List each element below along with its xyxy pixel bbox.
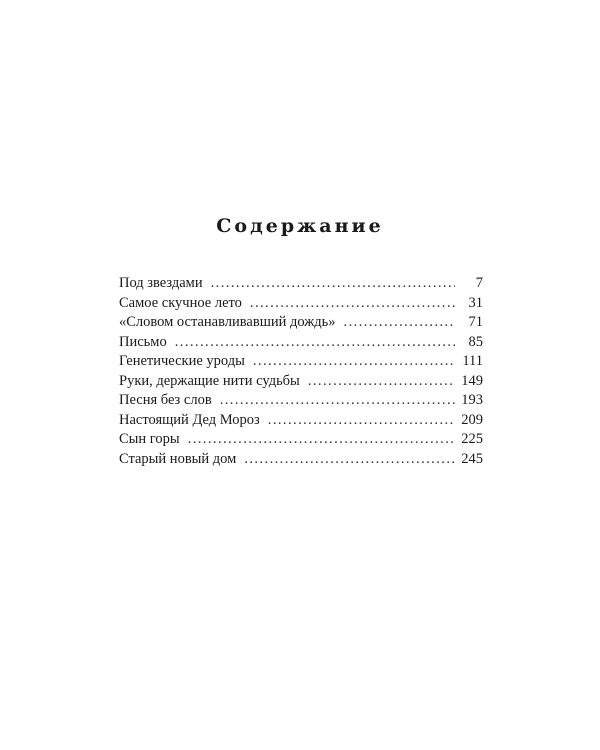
toc-entry (119, 294, 483, 314)
dot-leader (211, 274, 455, 294)
toc-entry (119, 372, 483, 392)
toc-entry-title: Настоящий Дед Мороз (119, 411, 260, 428)
toc-entry-title: Под звездами (119, 275, 203, 291)
toc-entry-title: Песня без слов (119, 392, 212, 408)
toc-page-number: 7 (475, 275, 483, 291)
toc-entry-title: Старый новый дом (119, 450, 237, 467)
dot-leader (268, 411, 455, 431)
toc-entry (119, 352, 483, 372)
toc-entry (119, 391, 483, 411)
toc-page-number: 31 (468, 294, 483, 311)
dot-leader (253, 352, 455, 372)
toc-page-number: 149 (461, 372, 483, 389)
table-of-contents (119, 274, 483, 469)
toc-entry-title: Самое скучное лето (119, 294, 242, 311)
dot-leader (244, 450, 455, 470)
toc-page-number: 85 (468, 333, 483, 350)
toc-entry-title: Руки, держащие нити судьбы (119, 372, 300, 389)
dot-leader (220, 391, 455, 411)
dot-leader (250, 294, 455, 314)
page-title: Содержание (216, 215, 384, 237)
toc-entry-title: Генетические уроды (119, 353, 245, 369)
toc-entry (119, 411, 483, 431)
toc-page-number: 193 (461, 392, 483, 408)
toc-entry-title: Сын горы (119, 431, 180, 447)
toc-entry (119, 313, 483, 333)
toc-entry (119, 333, 483, 353)
dot-leader (344, 313, 455, 333)
toc-page-number: 209 (461, 411, 483, 428)
toc-entry (119, 430, 483, 450)
toc-page-number: 111 (462, 353, 483, 369)
toc-page-number: 225 (461, 431, 483, 447)
toc-entry (119, 274, 483, 294)
toc-entry (119, 450, 483, 470)
toc-page-number: 71 (468, 314, 483, 330)
dot-leader (308, 372, 455, 392)
toc-page-number: 245 (461, 450, 483, 467)
dot-leader (188, 430, 455, 450)
toc-entry-title: Письмо (119, 333, 167, 350)
dot-leader (175, 333, 455, 353)
toc-entry-title: «Словом останавливавший дождь» (119, 314, 336, 330)
